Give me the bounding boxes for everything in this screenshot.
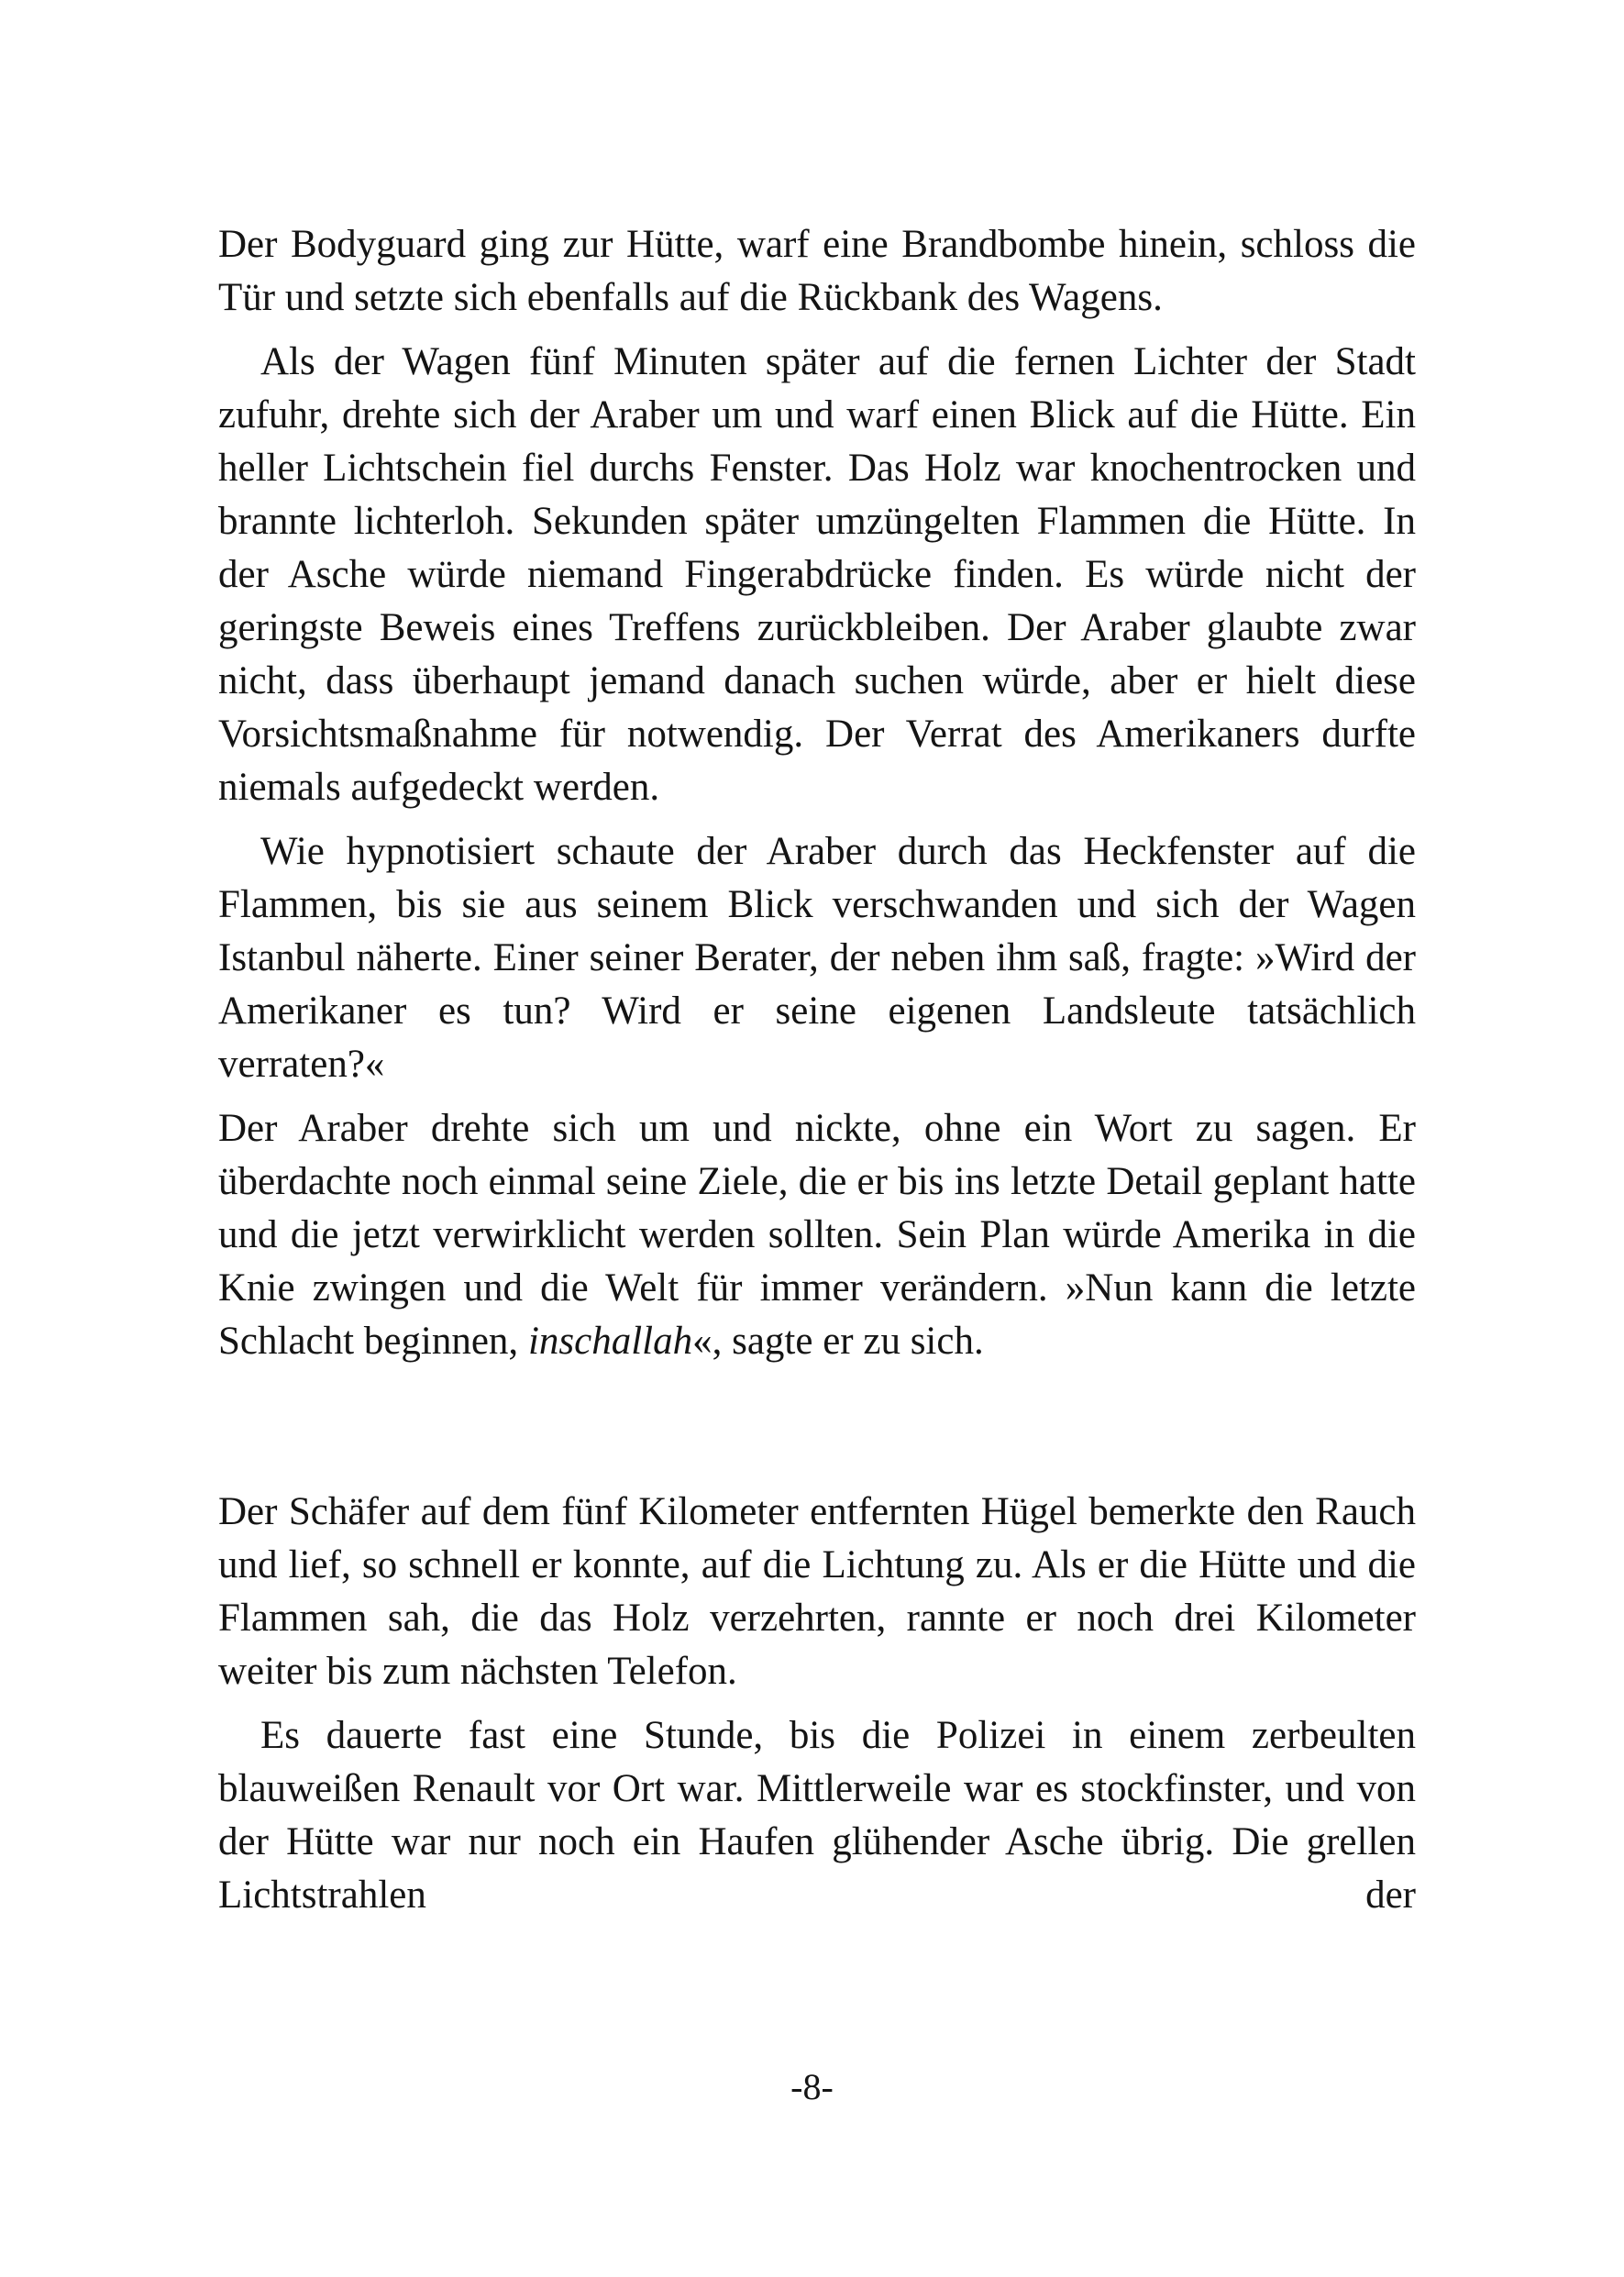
paragraph-araber-ending: «, sagte er zu sich. (692, 1320, 984, 1363)
paragraph-schaefer: Der Schäfer auf dem fünf Kilometer entfernten Hügel bemerkte den Rauch und lief, so schnell er konnte, auf die Lichtung zu. Als er die Hütte und die Flammen sah, die das Holz verzehrten, rannte er noch drei Kilometer weiter bis zum nächsten Telefon. (218, 1490, 1416, 1693)
paragraph-hypnotisiert: Wie hypnotisiert schaute der Araber durch das Heckfenster auf die Flammen, bis sie aus seinem Blick verschwanden und sich der Wagen Istanbul näherte. Einer seiner Berater, der neben ihm saß, fragte: »Wird der Amerikaner es tun? Wird er seine eigenen Landsleute tatsächlich verraten?« (218, 830, 1416, 1086)
page-number: -8- (790, 2066, 834, 2107)
paragraph-polizei: Es dauerte fast eine Stunde, bis die Polizei in einem zerbeulten blauweißen Renault vor Ort war. Mittlerweile war es stockfinster, und von der Hütte war nur noch ein Haufen glühender Asche übrig. Die grellen Lichtstrahlen der (218, 1714, 1416, 1917)
paragraph-bodyguard: Der Bodyguard ging zur Hütte, warf eine Brandbombe hinein, schloss die Tür und setzte sich ebenfalls auf die Rückbank des Wagens. (218, 223, 1416, 319)
paragraph-araber-nickte (218, 1102, 1416, 1368)
paragraph-araber-text: Der Araber drehte sich um und nickte, ohne ein Wort zu sagen. Er überdachte noch einmal seine Ziele, die er bis ins letzte Detail geplant hatte und die jetzt verwirklicht werden sollten. Sein Plan würde Amerika in die Knie zwingen und die Welt für immer verändern. »Nun kann die letzte Schlacht beginnen, (218, 1107, 1416, 1363)
italic-word: inschallah (527, 1320, 693, 1363)
body-text (218, 218, 1416, 1933)
paragraph-wagen: Als der Wagen fünf Minuten später auf die fernen Lichter der Stadt zufuhr, drehte sich der Araber um und warf einen Blick auf die Hütte. Ein heller Lichtschein fiel durchs Fenster. Das Holz war knochentrocken und brannte lichterloh. Sekunden später umzüngelten Flammen die Hütte. In der Asche würde niemand Fingerabdrücke finden. Es würde nicht der geringste Beweis eines Treffens zurückbleiben. Der Araber glaubte zwar nicht, dass überhaupt jemand danach suchen würde, aber er hielt diese Vorsichtsmaßnahme für notwendig. Der Verrat des Amerikaners durfte niemals aufgedeckt werden. (218, 340, 1416, 809)
